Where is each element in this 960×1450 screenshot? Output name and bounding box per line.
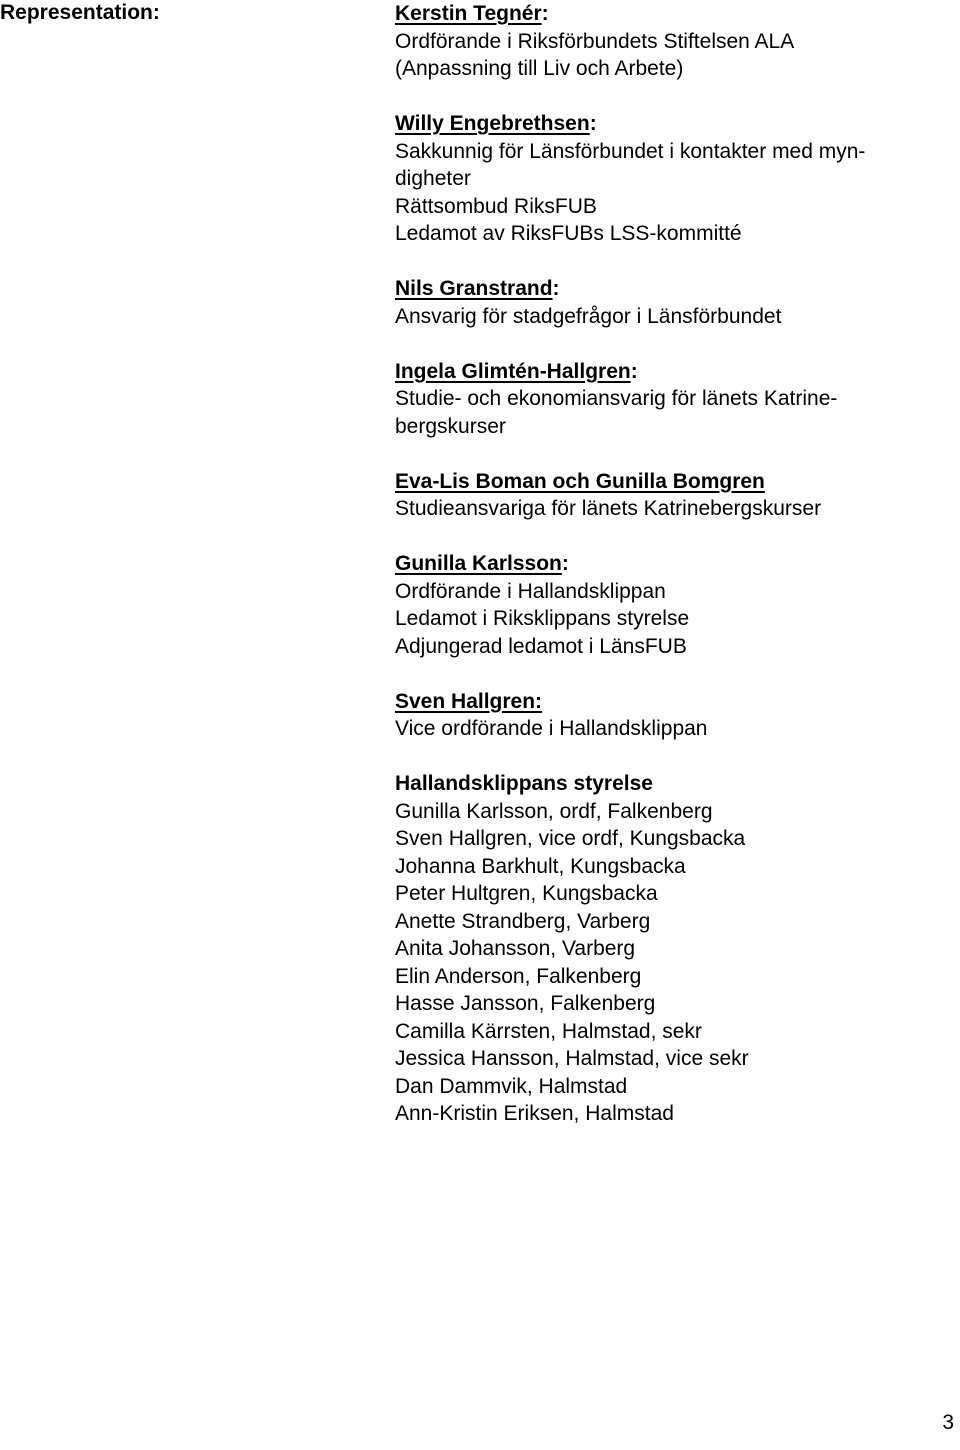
board-title: Hallandsklippans styrelse (395, 772, 653, 795)
board-member: Ann-Kristin Eriksen, Halmstad (395, 1102, 674, 1125)
representation-label: Representation: (0, 1, 160, 24)
role-line: (Anpassning till Liv och Arbete) (395, 57, 684, 80)
representative-name: Ingela Glimtén-Hallgren: (395, 359, 638, 383)
role-line: Adjungerad ledamot i LänsFUB (395, 634, 687, 658)
page-number: 3 (942, 1411, 954, 1434)
representative-sven-hallgren (395, 688, 940, 743)
board-member: Sven Hallgren, vice ordf, Kungsbacka (395, 827, 746, 850)
representative-willy-engebrethsen (395, 110, 940, 248)
role-line: Ordförande i Riksförbundets Stiftelsen ALA (395, 29, 795, 53)
board-member: Johanna Barkhult, Kungsbacka (395, 854, 686, 878)
role-line: Ordförande i Hallandsklippan (395, 579, 666, 603)
role-line: Studie- och ekonomiansvarig för länets Katrine- (395, 387, 838, 410)
representative-name: Gunilla Karlsson: (395, 552, 569, 575)
role-line: Vice ordförande i Hallandsklippan (395, 717, 708, 740)
representative-ingela-glimten-hallgren (395, 358, 940, 441)
board-member: Gunilla Karlsson, ordf, Falkenberg (395, 799, 713, 823)
board-member: Peter Hultgren, Kungsbacka (395, 882, 658, 905)
representative-gunilla-karlsson (395, 550, 940, 660)
board-member: Hasse Jansson, Falkenberg (395, 992, 656, 1015)
role-line: Rättsombud RiksFUB (395, 194, 597, 218)
representative-nils-granstrand (395, 275, 940, 330)
board-member: Dan Dammvik, Halmstad (395, 1074, 628, 1098)
representative-name: Eva-Lis Boman och Gunilla Bomgren (395, 469, 765, 493)
role-line: digheter (395, 167, 471, 190)
board-member: Jessica Hansson, Halmstad, vice sekr (395, 1047, 749, 1070)
representative-name: Nils Granstrand: (395, 277, 560, 300)
representative-name: Willy Engebrethsen: (395, 112, 597, 135)
representation-content (395, 0, 940, 1155)
representative-kerstin-tegner (395, 0, 940, 83)
board-member: Anette Strandberg, Varberg (395, 909, 651, 933)
representative-eva-lis-boman-gunilla-bomgren (395, 468, 940, 523)
role-line: Ledamot av RiksFUBs LSS-kommitté (395, 222, 742, 245)
role-line: Ledamot i Riksklippans styrelse (395, 607, 690, 630)
board-section (395, 770, 940, 1128)
board-member: Camilla Kärrsten, Halmstad, sekr (395, 1019, 702, 1043)
board-member: Anita Johansson, Varberg (395, 937, 636, 960)
role-line: bergskurser (395, 414, 506, 438)
role-line: Studieansvariga för länets Katrinebergskurser (395, 497, 822, 520)
board-member: Elin Anderson, Falkenberg (395, 964, 642, 988)
representative-name: Sven Hallgren: (395, 689, 543, 713)
role-line: Ansvarig för stadgefrågor i Länsförbundet (395, 304, 782, 328)
role-line: Sakkunnig för Länsförbundet i kontakter med myn- (395, 139, 866, 163)
representative-name: Kerstin Tegnér: (395, 2, 549, 25)
